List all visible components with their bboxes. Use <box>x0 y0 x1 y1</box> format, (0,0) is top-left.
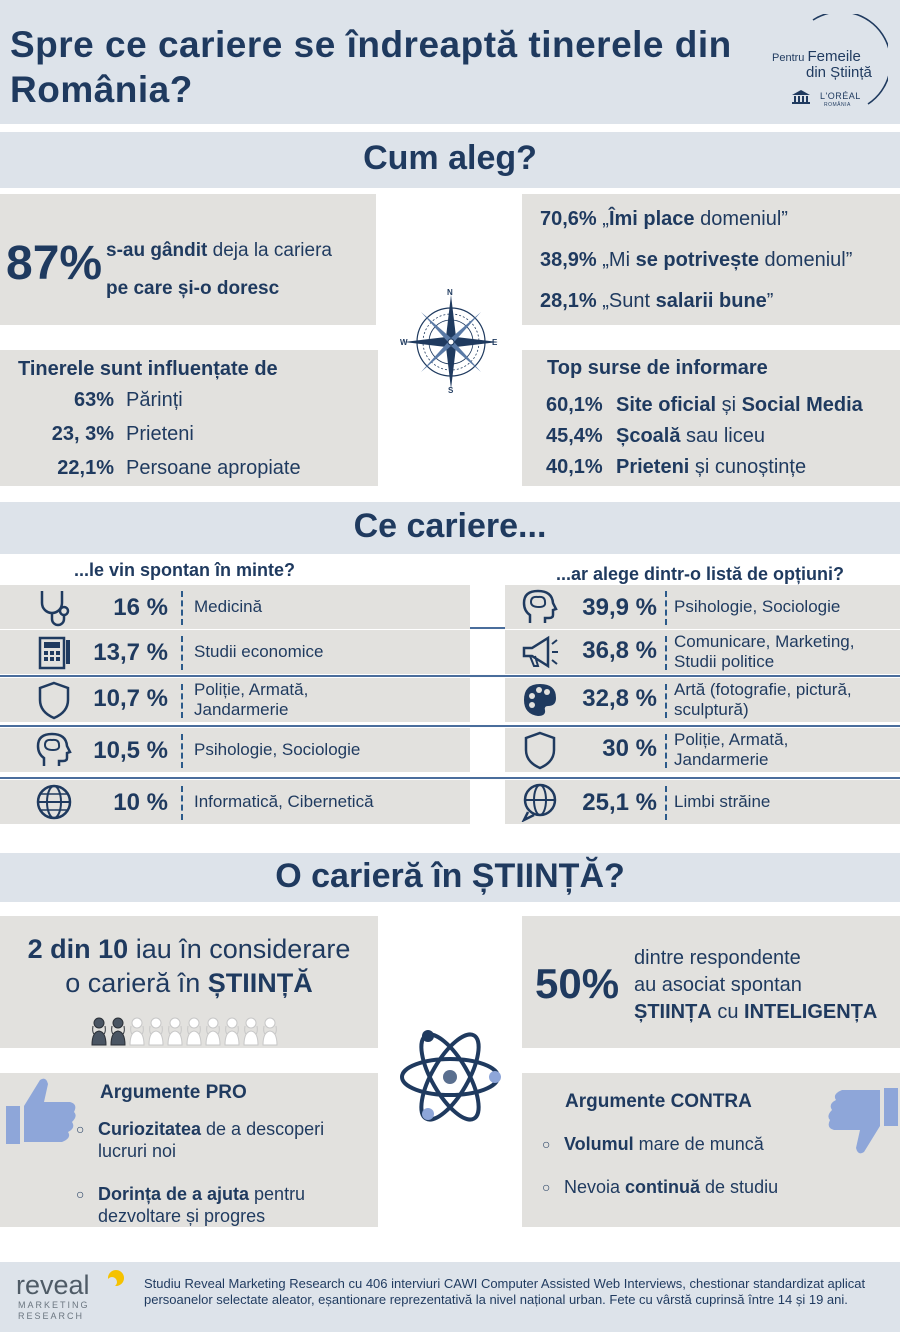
logo-word-stiinta: din Știință <box>806 64 872 81</box>
contra-rest: mare de muncă <box>633 1134 764 1154</box>
footer-note: Studiu Reveal Marketing Research cu 406 interviuri CAWI Computer Assisted Web Interviews, chestionar standardizat aplicat persoanelor selectate aleator, eșantionare reprezentativă la nivel național urban. Fete cu vârstă cuprinsă între 14 și 19 ani. <box>144 1276 866 1307</box>
atom-icon <box>395 1022 505 1132</box>
career-pct: 39,9 % <box>582 594 657 621</box>
big-stat-line2: pe care și-o doresc <box>106 278 280 299</box>
contra-bold: continuă <box>625 1177 701 1197</box>
women-figures-row <box>90 1016 300 1046</box>
reason-post: domeniul” <box>759 249 853 271</box>
association-line1: dintre respondente <box>634 947 801 969</box>
consider-rest2: o carieră în <box>65 968 208 998</box>
career-label-line1: Medicină <box>194 597 263 616</box>
reveal-mark-icon <box>106 1268 126 1288</box>
source-bold1: Site oficial <box>616 394 717 416</box>
career-label <box>674 597 899 617</box>
career-label-line2: Jandarmerie <box>194 700 289 719</box>
page-title: Spre ce cariere se îndreaptă tinerele din România? <box>10 24 732 110</box>
career-label <box>194 740 464 760</box>
bullet-circle-icon: ○ <box>542 1136 551 1152</box>
career-row <box>0 630 470 674</box>
source-mid: și cunoștințe <box>689 456 807 478</box>
pro-bold: Dorința de a ajuta <box>98 1184 250 1204</box>
woman-figure-icon <box>185 1016 203 1046</box>
row-separator <box>0 725 900 727</box>
career-row <box>505 780 900 824</box>
career-row <box>0 585 470 629</box>
influence-label: Părinți <box>126 389 183 411</box>
row-divider <box>181 591 183 625</box>
row-divider <box>665 684 667 718</box>
thumbs-down-icon <box>824 1080 900 1160</box>
career-row <box>0 678 470 722</box>
compass-w: W <box>400 338 408 347</box>
career-label-line1: Psihologie, Sociologie <box>194 740 361 759</box>
row-divider <box>181 734 183 768</box>
career-pct: 30 % <box>602 735 657 762</box>
career-pct: 10 % <box>113 789 168 816</box>
influence-pct: 22,1% <box>57 457 114 479</box>
career-row <box>505 728 900 772</box>
pro-line2: dezvoltare și progres <box>98 1206 266 1226</box>
career-pct: 32,8 % <box>582 685 657 712</box>
career-pct: 10,5 % <box>93 737 168 764</box>
pro-rest: pentru <box>249 1184 306 1204</box>
career-row <box>505 585 900 629</box>
career-label <box>194 642 464 662</box>
logo-word-pentru: Pentru <box>772 52 805 64</box>
reason-pct: 38,9% <box>540 249 597 271</box>
reveal-sub2: RESEARCH <box>18 1311 85 1321</box>
influence-title: Tinerele sunt influențate de <box>18 358 278 380</box>
career-pct: 10,7 % <box>93 685 168 712</box>
contra-bullet <box>542 1176 824 1198</box>
consider-bold: 2 din 10 <box>27 934 129 964</box>
career-label-line1: Studii economice <box>194 642 324 661</box>
source-pct: 45,4% <box>546 425 603 447</box>
row-divider <box>665 636 667 670</box>
association-line2: au asociat spontan <box>634 974 802 996</box>
career-label <box>674 632 899 672</box>
reveal-brand: reveal <box>16 1270 90 1300</box>
big-stat-value: 87% <box>6 237 103 290</box>
reason-row <box>540 289 773 313</box>
reason-pct: 28,1% <box>540 290 597 312</box>
bullet-circle-icon: ○ <box>542 1179 551 1195</box>
career-label <box>674 792 899 812</box>
career-row <box>505 678 900 722</box>
career-label-line1: Psihologie, Sociologie <box>674 597 841 616</box>
reveal-sub1: MARKETING <box>18 1300 90 1310</box>
right-subtitle: ...ar alege dintr-o listă de opțiuni? <box>556 564 845 584</box>
woman-figure-icon <box>204 1016 222 1046</box>
bullet-circle-icon: ○ <box>76 1121 85 1137</box>
woman-figure-icon <box>242 1016 260 1046</box>
career-label <box>674 680 899 720</box>
reason-bold: Îmi place <box>608 208 695 230</box>
reason-pre: „Mi <box>596 249 636 271</box>
career-row <box>0 728 470 772</box>
reason-row <box>540 248 852 272</box>
shield-icon <box>520 730 560 770</box>
pro-line2: lucruri noi <box>98 1141 177 1161</box>
consider-text <box>0 932 378 1000</box>
palette-icon <box>520 680 560 720</box>
row-divider <box>181 786 183 820</box>
association-value: 50% <box>535 960 620 1007</box>
woman-figure-highlighted-icon <box>109 1016 127 1046</box>
contra-bullet <box>542 1133 824 1155</box>
compass-icon <box>396 287 506 397</box>
association-bold2: INTELIGENȚA <box>744 1001 878 1023</box>
loreal-brand-sub: ROMÂNIA <box>824 102 851 108</box>
unesco-temple-icon <box>792 90 810 104</box>
source-mid: sau liceu <box>680 425 765 447</box>
compass-n: N <box>447 288 453 297</box>
bullet-circle-icon: ○ <box>76 1186 85 1202</box>
career-label-line2: sculptură) <box>674 700 749 719</box>
globe-chat-icon <box>520 782 560 822</box>
career-pct: 36,8 % <box>582 637 657 664</box>
source-row <box>546 424 765 448</box>
woman-figure-icon <box>166 1016 184 1046</box>
row-divider <box>181 684 183 718</box>
contra-pre: Nevoia <box>564 1177 626 1197</box>
consider-bold2: ȘTIINȚĂ <box>207 968 313 998</box>
row-divider <box>665 734 667 768</box>
source-pct: 40,1% <box>546 456 603 478</box>
career-label-line1: Limbi străine <box>674 792 771 811</box>
source-bold1: Școală <box>616 425 681 447</box>
sources-title: Top surse de informare <box>547 357 768 379</box>
source-bold1: Prieteni <box>616 456 690 478</box>
megaphone-icon <box>520 632 560 672</box>
reason-pre: „ <box>596 208 609 230</box>
woman-figure-icon <box>261 1016 279 1046</box>
contra-bold: Volumul <box>564 1134 634 1154</box>
association-bold1: ȘTIINȚA <box>634 1001 712 1023</box>
row-divider <box>665 591 667 625</box>
career-label-line1: Comunicare, Marketing, <box>674 632 855 651</box>
big-stat-bold: s-au gândit <box>106 240 208 261</box>
pro-bullet <box>76 1183 368 1227</box>
source-mid: și <box>716 394 742 416</box>
career-label-line1: Informatică, Cibernetică <box>194 792 374 811</box>
thumbs-up-icon <box>0 1072 80 1152</box>
pro-title: Argumente PRO <box>100 1082 247 1103</box>
row-divider <box>665 786 667 820</box>
row-divider <box>181 636 183 670</box>
big-stat-rest: deja la cariera <box>207 240 332 261</box>
career-row <box>505 630 900 674</box>
source-bold2: Social Media <box>741 394 863 416</box>
brand-logo <box>768 14 888 114</box>
influence-label: Persoane apropiate <box>126 457 301 479</box>
reason-bold: se potrivește <box>635 249 759 271</box>
influence-pct: 23, 3% <box>51 423 114 445</box>
source-row <box>546 455 806 479</box>
row-separator <box>0 675 900 677</box>
woman-figure-icon <box>147 1016 165 1046</box>
pro-rest: de a descoperi <box>201 1119 325 1139</box>
left-subtitle: ...le vin spontan în minte? <box>74 560 296 580</box>
career-label <box>194 597 464 617</box>
reason-post: ” <box>766 290 774 312</box>
pro-bold: Curiozitatea <box>98 1119 202 1139</box>
reason-pct: 70,6% <box>540 208 597 230</box>
woman-figure-icon <box>223 1016 241 1046</box>
source-pct: 60,1% <box>546 394 603 416</box>
career-label-line2: Studii politice <box>674 652 775 671</box>
career-label-line1: Poliție, Armată, <box>194 680 309 699</box>
row-separator <box>0 777 900 779</box>
section-title-cum-aleg: Cum aleg? <box>363 139 537 177</box>
reason-bold: salarii bune <box>655 290 767 312</box>
contra-title: Argumente CONTRA <box>565 1091 752 1112</box>
section-title-stiinta: O carieră în ȘTIINȚĂ? <box>275 857 625 895</box>
career-pct: 16 % <box>113 594 168 621</box>
influence-pct: 63% <box>73 389 114 411</box>
reason-pre: „Sunt <box>596 290 656 312</box>
career-pct: 13,7 % <box>93 639 168 666</box>
reveal-logo <box>14 1270 134 1326</box>
reason-post: domeniul” <box>694 208 788 230</box>
brain-head-icon <box>520 587 560 627</box>
career-label-line1: Poliție, Armată, <box>674 730 789 749</box>
association-mid: cu <box>711 1001 745 1023</box>
career-label <box>194 792 464 812</box>
woman-figure-highlighted-icon <box>90 1016 108 1046</box>
logo-word-femeile: Femeile <box>807 48 861 65</box>
compass-s: S <box>448 386 454 395</box>
career-label-line2: Jandarmerie <box>674 750 769 769</box>
section-title-ce-cariere: Ce cariere... <box>353 507 547 545</box>
loreal-brand: L'ORÉAL <box>820 91 861 101</box>
career-label-line1: Artă (fotografie, pictură, <box>674 680 852 699</box>
career-label <box>674 730 899 770</box>
reason-row <box>540 207 788 231</box>
pro-bullet <box>76 1118 368 1162</box>
career-label <box>194 680 464 720</box>
career-row <box>0 780 470 824</box>
influence-label: Prieteni <box>126 423 194 445</box>
consider-rest1: iau în considerare <box>128 934 351 964</box>
contra-rest: de studiu <box>700 1177 779 1197</box>
source-row <box>546 393 863 417</box>
compass-e: E <box>492 338 498 347</box>
career-pct: 25,1 % <box>582 789 657 816</box>
association-text <box>634 945 896 1026</box>
big-stat-text <box>106 232 376 308</box>
woman-figure-icon <box>128 1016 146 1046</box>
